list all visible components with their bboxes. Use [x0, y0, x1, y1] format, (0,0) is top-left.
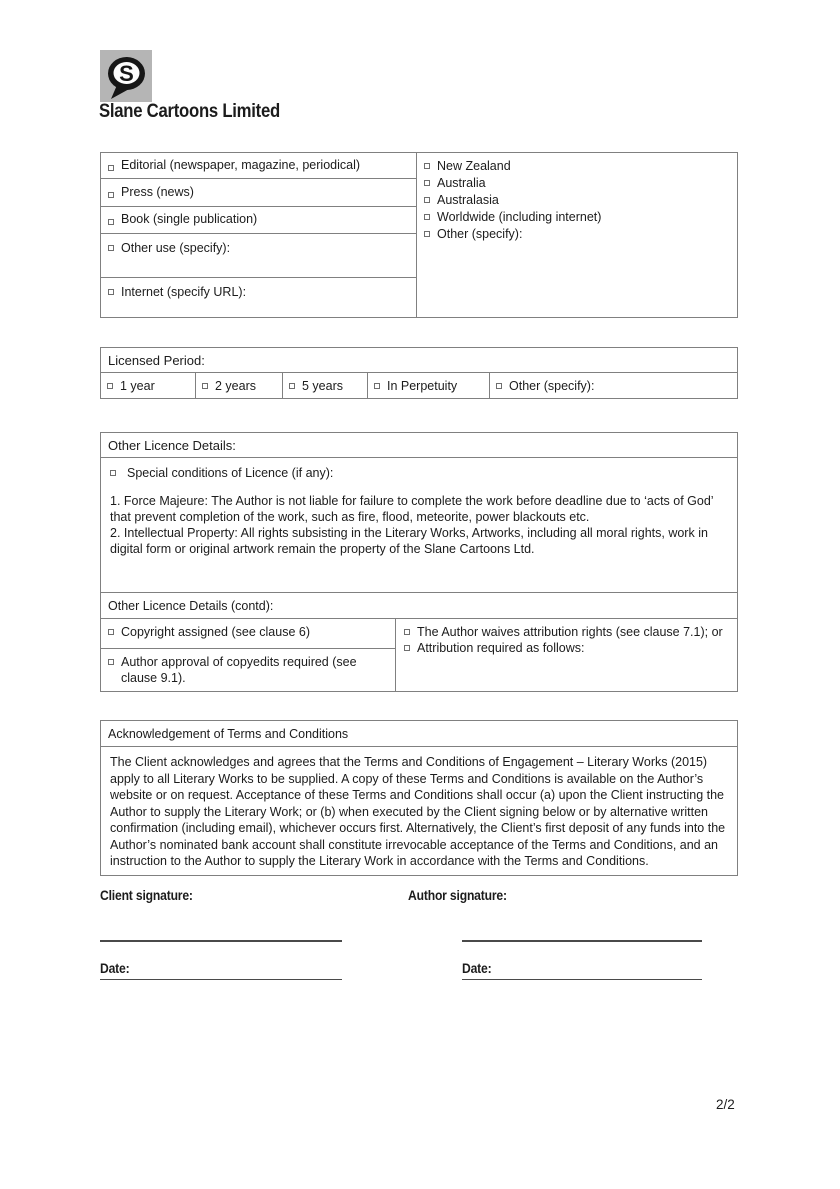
page-number: 2/2 [716, 1097, 735, 1112]
period-option-2-years [196, 373, 283, 399]
company-logo [100, 50, 152, 102]
condition-force-majeure: 1. Force Majeure: The Author is not liable for failure to complete the work before deadline due to ‘acts of God’ that prevent completion of the work, such as fire, flood, meteorite, power blackouts etc. [110, 493, 714, 524]
territory-label: Australasia [437, 193, 499, 207]
licensed-period-table [100, 347, 738, 399]
usage-row-internet [101, 278, 416, 317]
checkbox-icon[interactable] [404, 629, 410, 635]
territory-label: Australia [437, 176, 486, 190]
attribution-waiver-label: The Author waives attribution rights (see clause 7.1); or [417, 625, 723, 639]
territory-australia [424, 176, 737, 192]
checkbox-icon[interactable] [496, 383, 502, 389]
checkbox-icon[interactable] [108, 165, 114, 171]
attribution-waiver-option [404, 625, 731, 641]
period-option-perpetuity [368, 373, 490, 399]
special-conditions-label: Special conditions of Licence (if any): [127, 466, 334, 480]
territory-label: Other (specify): [437, 227, 523, 241]
territory-other [424, 227, 737, 243]
usage-label: Press (news) [121, 184, 194, 199]
territory-new-zealand [424, 159, 737, 175]
period-option-1-year [101, 373, 196, 399]
contd-left-column [101, 619, 396, 691]
copyright-assigned-option [101, 619, 395, 649]
checkbox-icon[interactable] [424, 197, 430, 203]
licensed-period-options [101, 373, 737, 399]
usage-territory-table [100, 152, 738, 318]
condition-intellectual-property: 2. Intellectual Property: All rights subsisting in the Literary Works, Artworks, including all moral rights, work in digital form or original artwork remain the property of the Slane Cartoons Ltd. [110, 525, 708, 556]
checkbox-icon[interactable] [108, 245, 114, 251]
territory-column [417, 153, 737, 317]
checkbox-icon[interactable] [374, 383, 380, 389]
checkbox-icon[interactable] [424, 214, 430, 220]
period-option-other [490, 373, 737, 399]
licence-details-contd-body [101, 619, 737, 691]
licensed-period-header: Licensed Period: [101, 348, 737, 373]
speech-bubble-s-icon [100, 50, 152, 102]
period-label: 2 years [215, 379, 256, 393]
special-conditions-option [110, 466, 729, 482]
checkbox-icon[interactable] [289, 383, 295, 389]
period-label: Other (specify): [509, 379, 595, 393]
date-label: Date: [462, 961, 492, 976]
author-date-field[interactable] [462, 960, 702, 980]
author-signature-line[interactable] [462, 940, 702, 942]
author-signature-label: Author signature: [408, 888, 507, 903]
contd-right-column [396, 619, 737, 691]
territory-label: Worldwide (including internet) [437, 210, 602, 224]
attribution-required-label: Attribution required as follows: [417, 640, 585, 655]
usage-label: Book (single publication) [121, 212, 258, 227]
period-option-5-years [283, 373, 368, 399]
checkbox-icon[interactable] [424, 163, 430, 169]
copyedits-approval-option [101, 649, 395, 691]
acknowledgement-header: Acknowledgement of Terms and Conditions [101, 721, 737, 747]
period-label: In Perpetuity [387, 379, 458, 393]
checkbox-icon[interactable] [404, 645, 410, 651]
checkbox-icon[interactable] [110, 470, 116, 476]
usage-row-book [101, 207, 416, 234]
usage-label: Other use (specify): [121, 241, 231, 255]
usage-row-other [101, 234, 416, 278]
licence-details-contd-header: Other Licence Details (contd): [101, 593, 737, 619]
usage-row-editorial [101, 153, 416, 179]
other-licence-details-table [100, 432, 738, 692]
checkbox-icon[interactable] [107, 383, 113, 389]
attribution-required-option [404, 641, 731, 657]
copyedits-approval-label: Author approval of copyedits required (see clause 9.1). [121, 655, 357, 685]
client-date-field[interactable] [100, 960, 342, 980]
checkbox-icon[interactable] [202, 383, 208, 389]
copyright-assigned-label: Copyright assigned (see clause 6) [121, 625, 310, 639]
period-label: 1 year [120, 379, 155, 393]
territory-australasia [424, 193, 737, 209]
svg-text:S: S [119, 61, 134, 86]
usage-row-press [101, 179, 416, 207]
client-signature-line[interactable] [100, 940, 342, 942]
period-label: 5 years [302, 379, 343, 393]
client-signature-label: Client signature: [100, 888, 193, 903]
date-label: Date: [100, 961, 130, 976]
checkbox-icon[interactable] [108, 659, 114, 665]
usage-column [101, 153, 417, 317]
checkbox-icon[interactable] [424, 231, 430, 237]
licence-details-header: Other Licence Details: [101, 433, 737, 458]
acknowledgement-table [100, 720, 738, 876]
special-conditions-cell [101, 458, 737, 593]
checkbox-icon[interactable] [108, 219, 114, 225]
usage-label: Editorial (newspaper, magazine, periodical) [121, 157, 361, 172]
usage-label: Internet (specify URL): [121, 285, 247, 299]
checkbox-icon[interactable] [108, 289, 114, 295]
territory-label: New Zealand [437, 159, 511, 173]
checkbox-icon[interactable] [108, 192, 114, 198]
checkbox-icon[interactable] [424, 180, 430, 186]
checkbox-icon[interactable] [108, 629, 114, 635]
company-name: Slane Cartoons Limited [99, 101, 280, 122]
territory-worldwide [424, 210, 737, 226]
acknowledgement-body: The Client acknowledges and agrees that the Terms and Conditions of Engagement – Literary Works (2015) apply to all Literary Works to be supplied. A copy of these Terms and Conditions is available on the Author’s website or on request. Acceptance of these Terms and Conditions shall occur (a) upon the Client instructing the Author to supply the Literary Work; or (b) when executed by the Client signing below or by alternative written confirmation (including email), whichever occurs first. Alternatively, the Client’s first deposit of any funds into the Author’s nominated bank account shall constitute irrevocable acceptance of the Terms and Conditions, and an instruction to the Author to supply the Literary Work in accordance with the Terms and Conditions. [110, 755, 726, 868]
